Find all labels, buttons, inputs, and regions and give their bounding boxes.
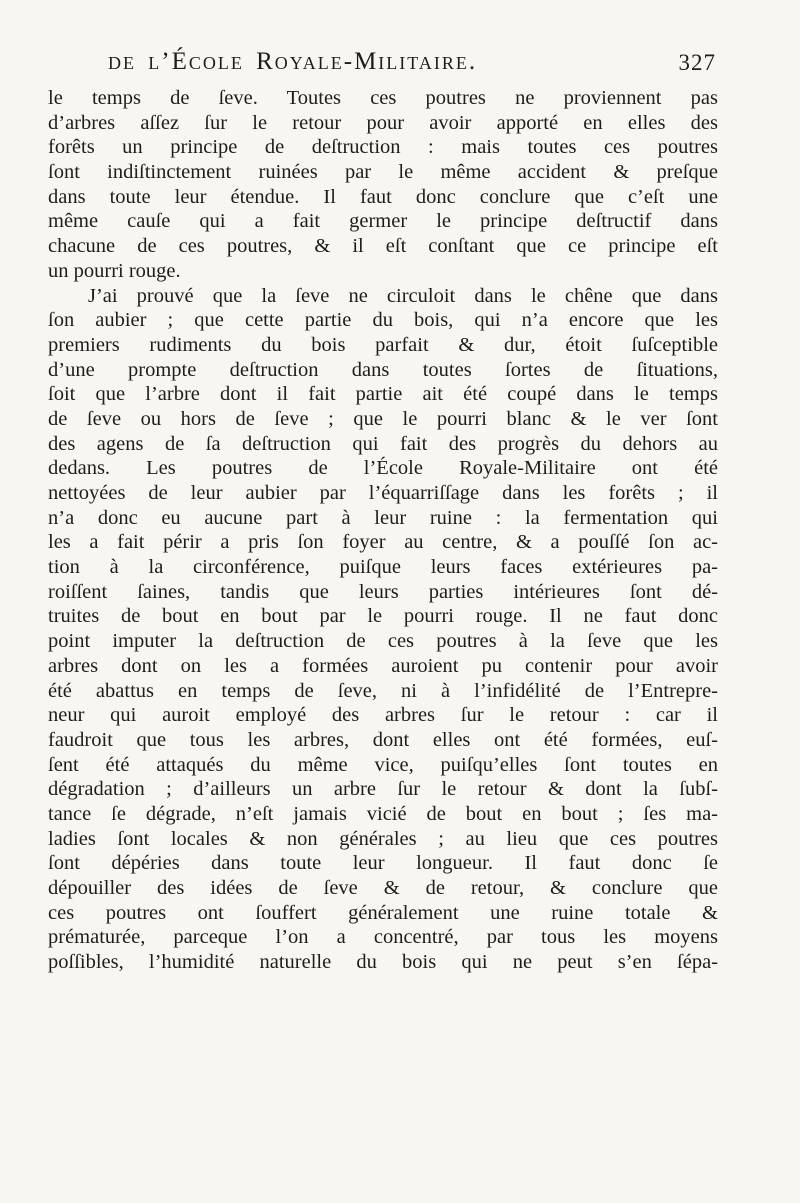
text-line: le temps de ſeve. Toutes ces poutres ne proviennent pas xyxy=(48,87,718,109)
text-line: de ſeve ou hors de ſeve ; que le pourri blanc & le ver ſont xyxy=(48,407,718,430)
text-line: faudroit que tous les arbres, dont elles ont été formées, euſ- xyxy=(48,728,718,751)
page-number: 327 xyxy=(678,50,716,75)
running-title: de l’École Royale-Militaire. xyxy=(108,48,478,75)
text-line: dépouiller des idées de ſeve & de retour, & conclure que xyxy=(48,877,718,899)
text-line: ſont dépéries dans toute leur longueur. Il faut donc ſe xyxy=(48,852,718,875)
text-line: arbres dont on les a formées auroient pu contenir pour avoir xyxy=(48,654,718,677)
text-line: des agens de ſa deſtruction qui fait des progrès du dehors au xyxy=(48,432,718,455)
text-line: d’une prompte deſtruction dans toutes ſortes de ſituations, xyxy=(48,358,718,381)
text-line: ſoit que l’arbre dont il fait partie ait été coupé dans le temps xyxy=(48,383,718,406)
text-line: dans toute leur étendue. Il faut donc conclure que c’eſt une xyxy=(48,185,718,208)
text-line: ſon aubier ; que cette partie du bois, qui n’a encore que les xyxy=(48,309,718,332)
text-line: tion à la circonférence, puiſque leurs faces extérieures pa- xyxy=(48,556,718,579)
text-line: J’ai prouvé que la ſeve ne circuloit dans le chêne que dans xyxy=(88,284,718,307)
text-line: neur qui auroit employé des arbres ſur le retour : car il xyxy=(48,704,718,727)
text-line: un pourri rouge. xyxy=(48,259,181,282)
text-line: forêts un principe de deſtruction : mais toutes ces poutres xyxy=(48,136,718,159)
text-line: dedans. Les poutres de l’École Royale-Militaire ont été xyxy=(48,457,718,480)
text-line: même cauſe qui a fait germer le principe deſtructif dans xyxy=(48,210,718,233)
body-text xyxy=(48,86,718,975)
text-line: premiers rudiments du bois parfait & dur, étoit ſuſceptible xyxy=(48,333,718,356)
text-line: nettoyées de leur aubier par l’équarriſſage dans les forêts ; il xyxy=(48,482,718,504)
text-line: point imputer la deſtruction de ces poutres à la ſeve que les xyxy=(48,630,718,653)
text-line: n’a donc eu aucune part à leur ruine : la fermentation qui xyxy=(48,506,718,529)
text-line: prématurée, parceque l’on a concentré, par tous les moyens xyxy=(48,926,718,949)
running-head xyxy=(108,48,716,84)
text-line: les a fait périr a pris ſon foyer au centre, & a pouſſé ſon ac- xyxy=(48,531,718,554)
text-line: ces poutres ont ſouffert généralement une ruine totale & xyxy=(48,901,718,924)
text-line: ſont indiſtinctement ruinées par le même accident & preſque xyxy=(48,161,718,184)
text-line: ſent été attaqués du même vice, puiſqu’elles ſont toutes en xyxy=(48,753,718,776)
text-line: été abattus en temps de ſeve, ni à l’infidélité de l’Entrepre- xyxy=(48,679,718,702)
text-line: chacune de ces poutres, & il eſt conſtant que ce principe eſt xyxy=(48,235,718,258)
text-line: ladies ſont locales & non générales ; au lieu que ces poutres xyxy=(48,827,718,850)
text-line: roiſſent ſaines, tandis que leurs parties intérieures ſont dé- xyxy=(48,580,718,603)
text-line: tance ſe dégrade, n’eſt jamais vicié de bout en bout ; ſes ma- xyxy=(48,802,718,825)
text-line: dégradation ; d’ailleurs un arbre ſur le retour & dont la ſubſ- xyxy=(48,778,718,801)
text-line: truites de bout en bout par le pourri rouge. Il ne faut donc xyxy=(48,605,718,628)
text-line: poſſibles, l’humidité naturelle du bois qui ne peut s’en ſépa- xyxy=(48,951,718,974)
text-line: d’arbres aſſez ſur le retour pour avoir apporté en elles des xyxy=(48,111,718,134)
